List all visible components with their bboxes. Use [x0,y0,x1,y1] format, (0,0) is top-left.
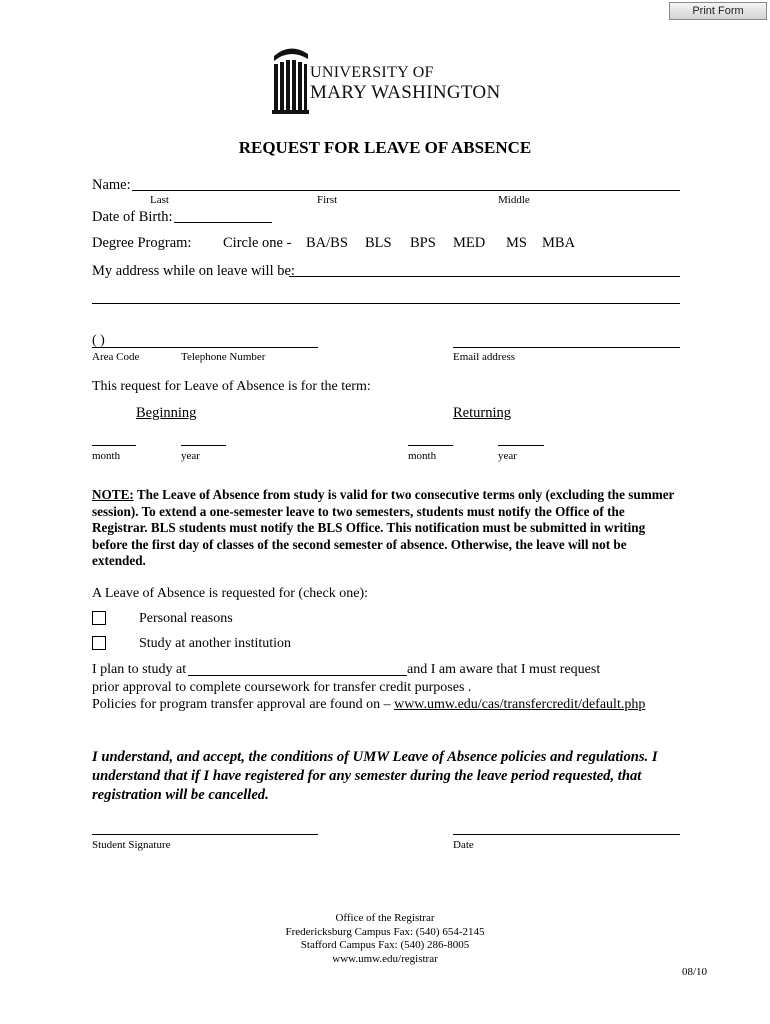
telephone-number-label: Telephone Number [181,351,266,363]
degree-option-bls[interactable]: BLS [365,235,392,251]
personal-reasons-label: Personal reasons [139,611,233,626]
logo-text-line2: MARY WASHINGTON [310,82,501,103]
returning-label: Returning [453,405,511,421]
signature-date-field[interactable] [453,834,680,835]
print-form-button[interactable]: Print Form [669,2,767,20]
plan-suffix-text: and I am aware that I must request [407,662,601,677]
university-logo [270,44,510,120]
footer-stafford-fax: Stafford Campus Fax: (540) 286-8005 [300,939,470,952]
footer-fredericksburg-fax: Fredericksburg Campus Fax: (540) 654-2145 [285,925,485,938]
degree-option-babs[interactable]: BA/BS [306,235,348,251]
beginning-month-field[interactable] [92,445,136,446]
returning-year-label: year [498,450,517,462]
email-address-label: Email address [453,351,516,363]
name-middle-label: Middle [498,194,530,206]
name-last-label: Last [150,194,169,206]
personal-reasons-checkbox[interactable] [92,611,106,625]
area-code-parens: ( ) [92,333,105,348]
form-code: 08/10 [682,966,708,978]
beginning-label: Beginning [136,405,197,421]
telephone-field[interactable] [92,347,318,348]
address-field-line1[interactable] [289,276,680,277]
leave-note [92,487,682,570]
degree-option-ms[interactable]: MS [506,235,527,251]
name-field[interactable] [132,190,680,191]
beginning-month-label: month [92,450,121,462]
returning-month-label: month [408,450,437,462]
transfer-credit-link[interactable]: www.umw.edu/cas/transfercredit/default.php [394,697,646,712]
returning-month-field[interactable] [408,445,453,446]
student-signature-label: Student Signature [92,839,171,851]
institution-field[interactable] [188,675,407,676]
policies-text [92,697,645,713]
agreement-statement: I understand, and accept, the conditions of UMW Leave of Absence policies and regulations. I understand that if I have registered for any semester during the leave period requested, that registration will be cancelled. [92,749,658,803]
dob-label: Date of Birth: [92,209,173,225]
circle-one-label: Circle one - [223,235,292,251]
footer-office: Office of the Registrar [335,912,435,924]
university-seal-icon [270,44,310,120]
plan-prefix-text: I plan to study at [92,662,187,677]
returning-year-field[interactable] [498,445,544,446]
logo-text-line1: UNIVERSITY OF [310,64,434,81]
reason-intro-text: A Leave of Absence is requested for (check one): [92,586,368,601]
beginning-year-label: year [181,450,200,462]
email-field[interactable] [453,347,680,348]
note-label: NOTE: [92,487,134,502]
dob-field[interactable] [174,222,272,223]
signature-date-label: Date [453,839,474,851]
plan-line2-text: prior approval to complete coursework for transfer credit purposes . [92,680,472,695]
form-title: REQUEST FOR LEAVE OF ABSENCE [238,138,532,157]
address-label: My address while on leave will be: [92,263,295,279]
beginning-year-field[interactable] [181,445,226,446]
degree-option-mba[interactable]: MBA [542,235,576,251]
study-elsewhere-checkbox[interactable] [92,636,106,650]
footer-website: www.umw.edu/registrar [332,952,438,965]
name-first-label: First [317,194,338,206]
degree-option-med[interactable]: MED [453,235,486,251]
policies-prefix: Policies for program transfer approval are found on – [92,697,395,712]
degree-program-label: Degree Program: [92,235,192,251]
name-label: Name: [92,177,131,193]
note-text: The Leave of Absence from study is valid for two consecutive terms only (excluding the summer session). To extend a one-semester leave to two semesters, students must notify the Office of the Registrar. BLS students must notify the BLS Office. This notification must be submitted in writing before the first day of classes of the second semester of absence. Otherwise, the leave will not be extended. [92,487,675,569]
address-field-line2[interactable] [92,303,680,304]
area-code-label: Area Code [92,351,140,363]
degree-option-bps[interactable]: BPS [410,235,436,251]
study-elsewhere-label: Study at another institution [139,636,292,651]
registrar-footer [0,912,770,966]
term-intro-text: This request for Leave of Absence is for the term: [92,379,371,394]
student-signature-field[interactable] [92,834,318,835]
